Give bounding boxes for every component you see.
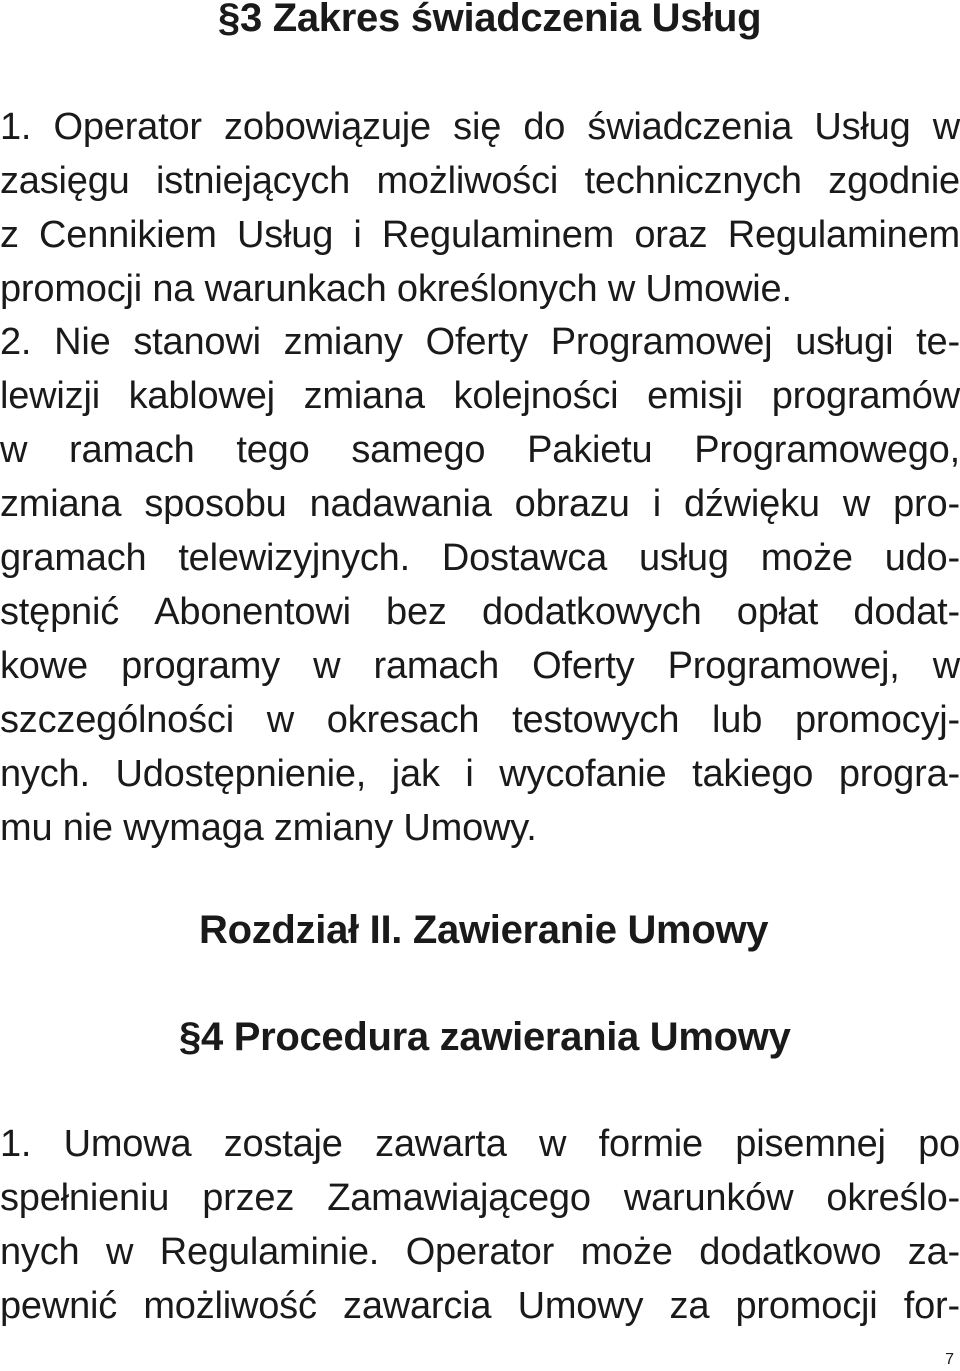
text-line: promocji na warunkach określonych w Umowie. [0,268,792,310]
text-line: spełnieniu przez Zamawiającego warunków określo- [0,1177,960,1219]
section-4-paragraph-1 [0,1117,960,1333]
chapter-heading: Rozdział II. Zawieranie Umowy [199,908,769,952]
text-line: gramach telewizyjnych. Dostawca usług może udo- [0,537,960,579]
section-4-heading: §4 Procedura zawierania Umowy [179,1015,791,1059]
text-line: 1. Operator zobowiązuje się do świadczenia Usług w [0,106,960,148]
section-3-paragraph-1 [0,100,960,316]
text-line: nych w Regulaminie. Operator może dodatkowo za- [0,1231,960,1273]
text-line: lewizji kablowej zmiana kolejności emisji programów [0,375,960,417]
text-line: 2. Nie stanowi zmiany Oferty Programowej usługi te- [0,321,960,363]
text-line: nych. Udostępnienie, jak i wycofanie takiego progra- [0,753,960,795]
text-line: zmiana sposobu nadawania obrazu i dźwięku w pro- [0,483,960,525]
section-3-paragraph-2 [0,315,960,855]
text-line: w ramach tego samego Pakietu Programowego, [0,429,960,471]
text-line: szczególności w okresach testowych lub promocyj- [0,699,960,741]
text-line: mu nie wymaga zmiany Umowy. [0,807,537,849]
text-line: z Cennikiem Usług i Regulaminem oraz Regulaminem [0,214,960,256]
text-line: kowe programy w ramach Oferty Programowej, w [0,645,960,687]
text-line: pewnić możliwość zawarcia Umowy za promocji for- [0,1285,960,1327]
text-line: stępnić Abonentowi bez dodatkowych opłat dodat- [0,591,960,633]
text-line: zasięgu istniejących możliwości technicznych zgodnie [0,160,960,202]
text-line: 1. Umowa zostaje zawarta w formie pisemnej po [0,1123,960,1165]
page-number: 7 [945,1351,954,1368]
section-3-heading: §3 Zakres świadczenia Usług [218,0,762,40]
